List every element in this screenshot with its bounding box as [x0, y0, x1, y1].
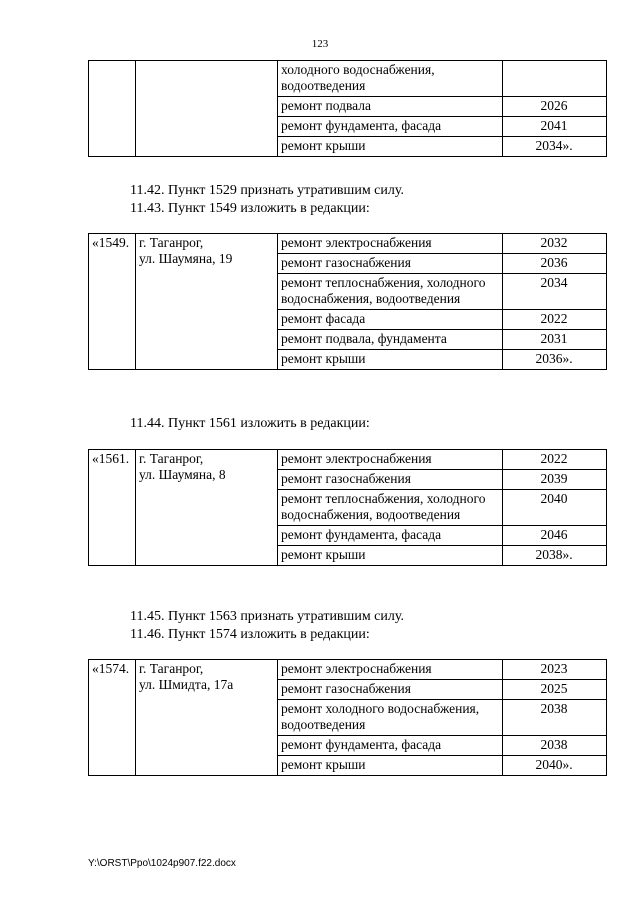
year-cell: 2036 — [503, 254, 607, 274]
paragraph-11-42: 11.42. Пункт 1529 признать утратившим силу. — [130, 183, 404, 198]
year-cell: 2038 — [503, 700, 607, 736]
work-cell: ремонт крыши — [278, 137, 503, 157]
table-row — [89, 61, 607, 97]
year-cell: 2040». — [503, 756, 607, 776]
year-cell: 2026 — [503, 97, 607, 117]
paragraph-11-46: 11.46. Пункт 1574 изложить в редакции: — [130, 627, 370, 642]
work-cell: ремонт газоснабжения — [278, 254, 503, 274]
address-cell — [136, 234, 278, 370]
work-cell: ремонт крыши — [278, 350, 503, 370]
year-cell: 2036». — [503, 350, 607, 370]
year-cell: 2032 — [503, 234, 607, 254]
year-cell: 2038». — [503, 546, 607, 566]
paragraph-11-45: 11.45. Пункт 1563 признать утратившим силу. — [130, 609, 404, 624]
year-cell — [503, 61, 607, 97]
work-cell: ремонт газоснабжения — [278, 470, 503, 490]
work-cell: ремонт газоснабжения — [278, 680, 503, 700]
year-cell: 2046 — [503, 526, 607, 546]
table-item-1574 — [88, 659, 607, 776]
work-cell: ремонт подвала, фундамента — [278, 330, 503, 350]
paragraph-11-44: 11.44. Пункт 1561 изложить в редакции: — [130, 416, 370, 431]
table-row — [89, 234, 607, 254]
address-city: г. Таганрог, — [139, 661, 204, 676]
year-cell: 2022 — [503, 450, 607, 470]
work-cell: ремонт электроснабжения — [278, 450, 503, 470]
table-item-1549 — [88, 233, 607, 370]
table-row — [89, 450, 607, 470]
year-cell: 2038 — [503, 736, 607, 756]
work-cell: ремонт теплоснабжения, холодного водоснабжения, водоотведения — [278, 274, 503, 310]
work-cell: ремонт фундамента, фасада — [278, 736, 503, 756]
number-cell — [89, 61, 136, 157]
address-street: ул. Шмидта, 17а — [139, 677, 234, 692]
file-path-footer: Y:\ORST\Ppo\1024p907.f22.docx — [88, 858, 236, 869]
work-cell: ремонт электроснабжения — [278, 234, 503, 254]
work-cell: ремонт фундамента, фасада — [278, 526, 503, 546]
year-cell: 2039 — [503, 470, 607, 490]
page-number: 123 — [311, 38, 329, 50]
year-cell: 2041 — [503, 117, 607, 137]
year-cell: 2025 — [503, 680, 607, 700]
address-cell — [136, 61, 278, 157]
year-cell: 2034». — [503, 137, 607, 157]
table-item-1561 — [88, 449, 607, 566]
year-cell: 2031 — [503, 330, 607, 350]
year-cell: 2034 — [503, 274, 607, 310]
work-cell: ремонт теплоснабжения, холодного водоснабжения, водоотведения — [278, 490, 503, 526]
year-cell: 2023 — [503, 660, 607, 680]
address-city: г. Таганрог, — [139, 451, 204, 466]
number-cell: «1549. — [89, 234, 136, 370]
paragraph-11-43: 11.43. Пункт 1549 изложить в редакции: — [130, 201, 370, 216]
number-cell: «1561. — [89, 450, 136, 566]
work-cell: ремонт крыши — [278, 756, 503, 776]
work-cell: ремонт подвала — [278, 97, 503, 117]
work-cell: ремонт крыши — [278, 546, 503, 566]
address-street: ул. Шаумяна, 8 — [139, 467, 226, 482]
year-cell: 2040 — [503, 490, 607, 526]
work-cell: ремонт электроснабжения — [278, 660, 503, 680]
table-continuation — [88, 60, 607, 157]
address-city: г. Таганрог, — [139, 235, 204, 250]
address-street: ул. Шаумяна, 19 — [139, 251, 233, 266]
number-cell: «1574. — [89, 660, 136, 776]
work-cell: холодного водоснабжения, водоотведения — [278, 61, 503, 97]
address-cell — [136, 660, 278, 776]
address-cell — [136, 450, 278, 566]
work-cell: ремонт фасада — [278, 310, 503, 330]
work-cell: ремонт холодного водоснабжения, водоотведения — [278, 700, 503, 736]
table-row — [89, 660, 607, 680]
year-cell: 2022 — [503, 310, 607, 330]
work-cell: ремонт фундамента, фасада — [278, 117, 503, 137]
